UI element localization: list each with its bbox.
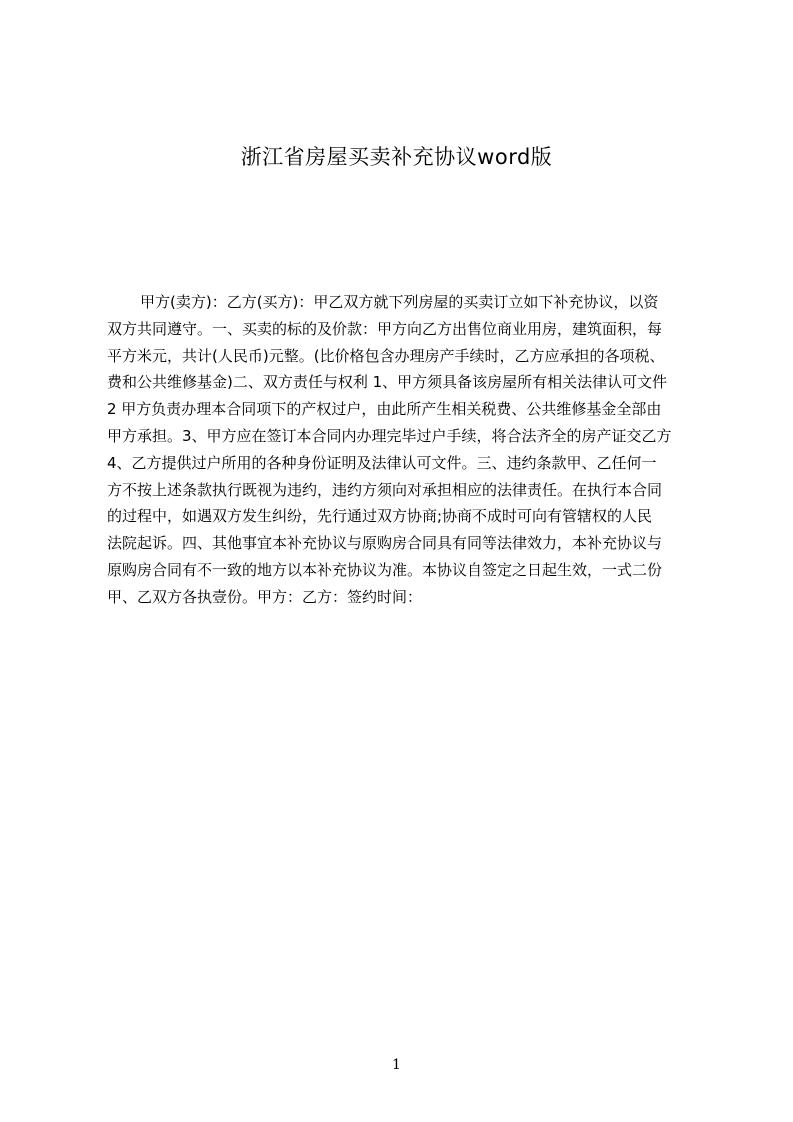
document-title: 浙江省房屋买卖补充协议word版 [240, 145, 553, 169]
body-line: 甲方(卖方)：乙方(买方)：甲乙双方就下列房屋的买卖订立如下补充协议，以资 [140, 293, 659, 311]
body-line: 平方米元，共计(人民币)元整。(比价格包含办理房产手续时，乙方应承担的各项税、 [107, 346, 665, 365]
page-number: 1 [392, 1057, 401, 1073]
body-line: 费和公共维修基金)二、双方责任与权利 1、甲方须具备该房屋所有相关法律认可文件 [107, 373, 668, 392]
body-line: 4、乙方提供过户所用的各种身份证明及法律认可文件。三、违约条款甲、乙任何一 [107, 453, 657, 472]
body-line: 甲、乙双方各执壹份。甲方：乙方：签约时间： [107, 587, 423, 606]
body-line: 2 甲方负责办理本合同项下的产权过户，由此所产生相关税费、公共维修基金全部由 [107, 400, 662, 419]
body-line: 甲方承担。3、甲方应在签订本合同内办理完毕过户手续，将合法齐全的房产证交乙方 [107, 426, 672, 445]
body-line: 法院起诉。四、其他事宜本补充协议与原购房合同具有同等法律效力，本补充协议与 [107, 534, 663, 553]
agreement-body [107, 289, 697, 609]
body-line: 的过程中，如遇双方发生纠纷，先行通过双方协商;协商不成时可向有管辖权的人民 [107, 507, 653, 526]
body-line: 双方共同遵守。一、买卖的标的及价款：甲方向乙方出售位商业用房，建筑面积，每 [107, 319, 663, 338]
body-line: 方不按上述条款执行既视为违约，违约方须向对承担相应的法律责任。在执行本合同 [107, 480, 663, 499]
body-line: 原购房合同有不一致的地方以本补充协议为准。本协议自签定之日起生效，一式二份 [107, 560, 663, 579]
